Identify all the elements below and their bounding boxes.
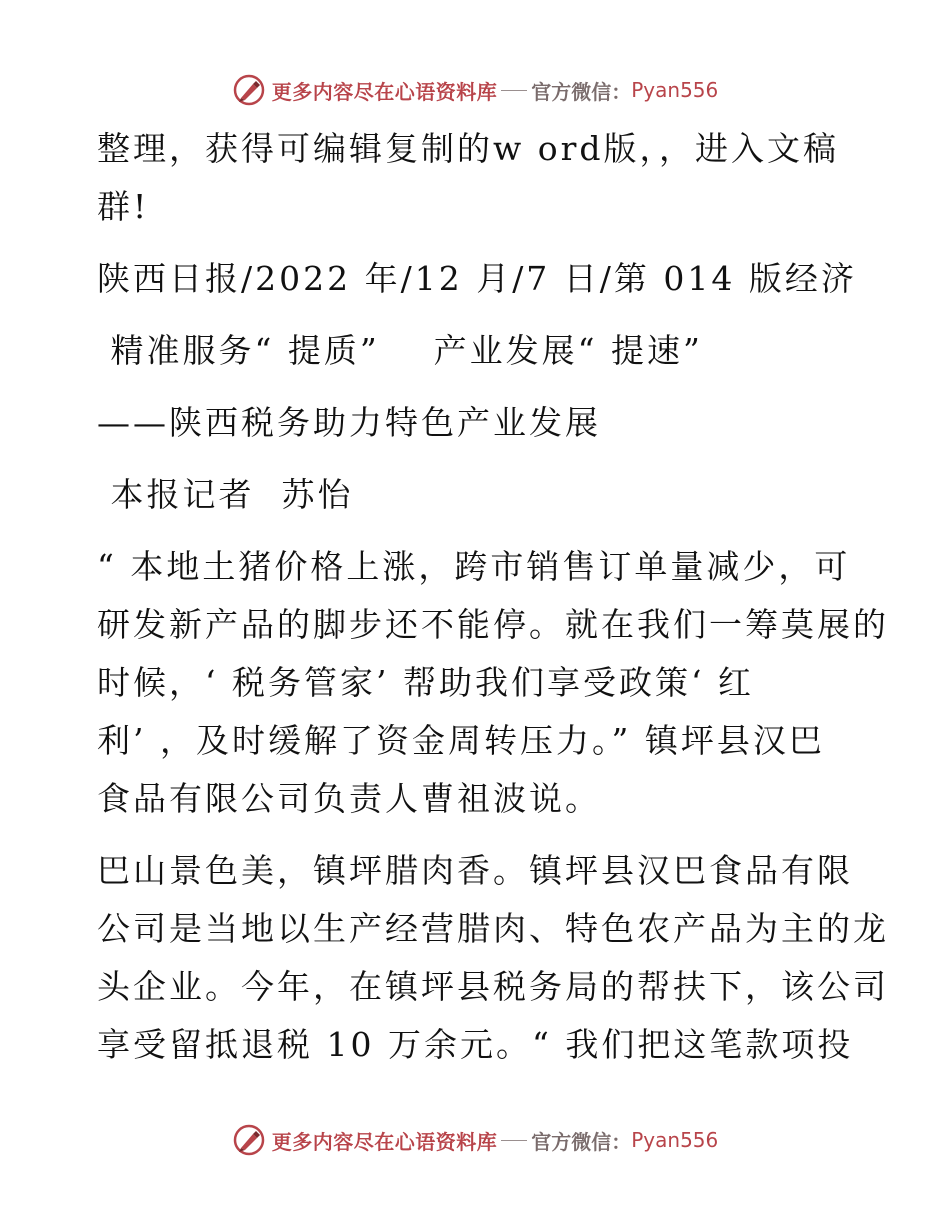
intro-line-2: 群!: [97, 187, 150, 226]
banner-brand-text: 更多内容尽在心语资料库: [271, 79, 498, 104]
banner-contact-label: 官方微信：: [531, 79, 632, 104]
banner-contact-id: Pyan556: [631, 1128, 719, 1152]
paragraph-1-line: 利’ ，及时缓解了资金周转压力。” 镇坪县汉巴: [97, 721, 825, 760]
headline: 精准服务“ 提质” 产业发展“ 提速”: [97, 331, 703, 370]
subheadline: ——陕西税务助力特色产业发展: [97, 403, 601, 442]
banner-dash: [501, 90, 527, 91]
paragraph-2-line: 享受留抵退税 10 万余元。“ 我们把这笔款项投: [97, 1025, 854, 1064]
paragraph-1-line: 食品有限公司负责人曹祖波说。: [97, 779, 601, 818]
banner-contact-id: Pyan556: [631, 78, 719, 102]
banner-brand-text: 更多内容尽在心语资料库: [271, 1129, 498, 1154]
intro-line-1: 整理，获得可编辑复制的w ord版，，进入文稿: [97, 129, 840, 168]
banner-contact-label: 官方微信：: [531, 1129, 632, 1154]
footer-banner: [0, 1120, 950, 1160]
paragraph-2-line: 头企业。今年，在镇坪县税务局的帮扶下，该公司: [97, 967, 889, 1006]
paragraph-2-line: 巴山景色美，镇坪腊肉香。镇坪县汉巴食品有限: [97, 851, 853, 890]
paragraph-1-line: 研发新产品的脚步还不能停。就在我们一筹莫展的: [97, 605, 889, 644]
source-line: 陕西日报/2022 年/12 月/7 日/第 014 版经济: [97, 259, 857, 298]
paragraph-1-line: 时候，‘ 税务管家’ 帮助我们享受政策‘ 红: [97, 663, 754, 702]
pen-logo-icon: [232, 1123, 266, 1157]
byline: 本报记者 苏怡: [97, 475, 354, 514]
paragraph-1-line: “ 本地土猪价格上涨，跨市销售订单量减少，可: [97, 547, 851, 586]
paragraph-2: [97, 842, 889, 1074]
document-body: [97, 120, 889, 1074]
paragraph-1: [97, 538, 889, 828]
header-banner: [0, 70, 950, 110]
banner-dash: [501, 1140, 527, 1141]
paragraph-2-line: 公司是当地以生产经营腊肉、特色农产品为主的龙: [97, 909, 889, 948]
pen-logo-icon: [232, 73, 266, 107]
